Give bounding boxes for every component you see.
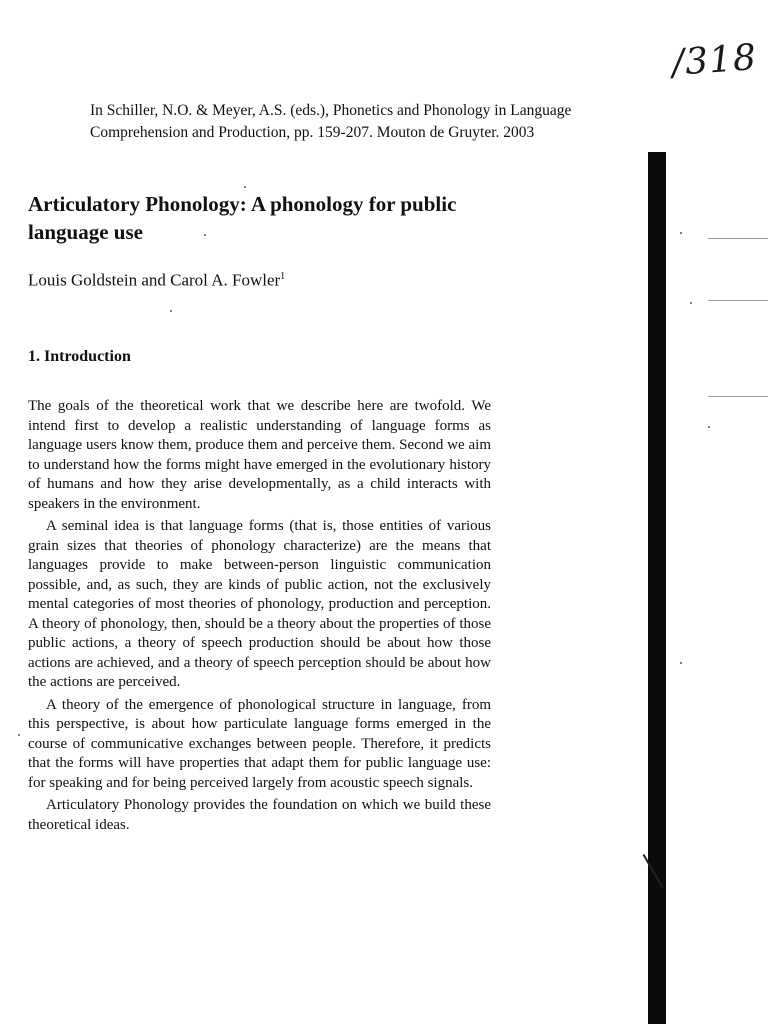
citation-line-2: Comprehension and Production, pp. 159-207. Mouton de Gruyter. 2003 xyxy=(90,124,535,141)
scan-speck xyxy=(204,234,206,236)
margin-rule xyxy=(708,238,768,239)
scan-speck xyxy=(680,662,682,664)
scan-speck xyxy=(170,310,172,312)
body-text xyxy=(28,397,491,838)
margin-rule xyxy=(708,300,768,301)
authors xyxy=(28,266,285,292)
scan-speck xyxy=(18,734,20,736)
paragraph-4: Articulatory Phonology provides the foundation on which we build these theoretical ideas. xyxy=(28,797,491,833)
author-names: Louis Goldstein and Carol A. Fowler xyxy=(28,270,281,290)
paragraph-1: The goals of the theoretical work that we describe here are twofold. We intend first to develop a realistic understanding of language forms as language users know them, produce them and perceive them. Second we aim to understand how the forms might have emerged in the evolutionary history of humans and how they arise developmentally, as a child interacts with speakers in the environment. xyxy=(28,398,491,512)
scan-speck xyxy=(244,186,246,188)
author-footnote-marker: 1 xyxy=(280,271,286,282)
scan-speck xyxy=(708,426,710,428)
citation-line-1: In Schiller, N.O. & Meyer, A.S. (eds.), Phonetics and Phonology in Language xyxy=(90,102,572,119)
margin-rule xyxy=(708,396,768,397)
paragraph-2: A seminal idea is that language forms (that is, those entities of various grain sizes that theories of phonology characterize) are the means that languages provide to make between-person linguistic communication possible, and, as such, they are kinds of public action, not the exclusively mental categories of most theories of phonology, production and perception. A theory of phonology, then, should be a theory about the properties of those public actions, a theory of speech production should be about how those actions are achieved, and a theory of speech perception should be about how the actions are perceived. xyxy=(28,518,491,690)
handwritten-page-number: /318 xyxy=(670,37,759,84)
citation xyxy=(90,100,650,144)
paragraph-3: A theory of the emergence of phonological structure in language, from this perspective, is about how particulate language forms emerged in the course of communicative exchanges between people. Therefore, it predicts that the forms will have properties that adapt them for public language use: for speaking and for being perceived largely from acoustic speech signals. xyxy=(28,696,491,791)
scan-binding-shadow xyxy=(648,152,666,1024)
scan-speck xyxy=(690,302,692,304)
section-heading: 1. Introduction xyxy=(28,348,131,365)
paper-title: Articulatory Phonology: A phonology for public language use xyxy=(28,192,457,244)
scan-speck xyxy=(680,232,682,234)
